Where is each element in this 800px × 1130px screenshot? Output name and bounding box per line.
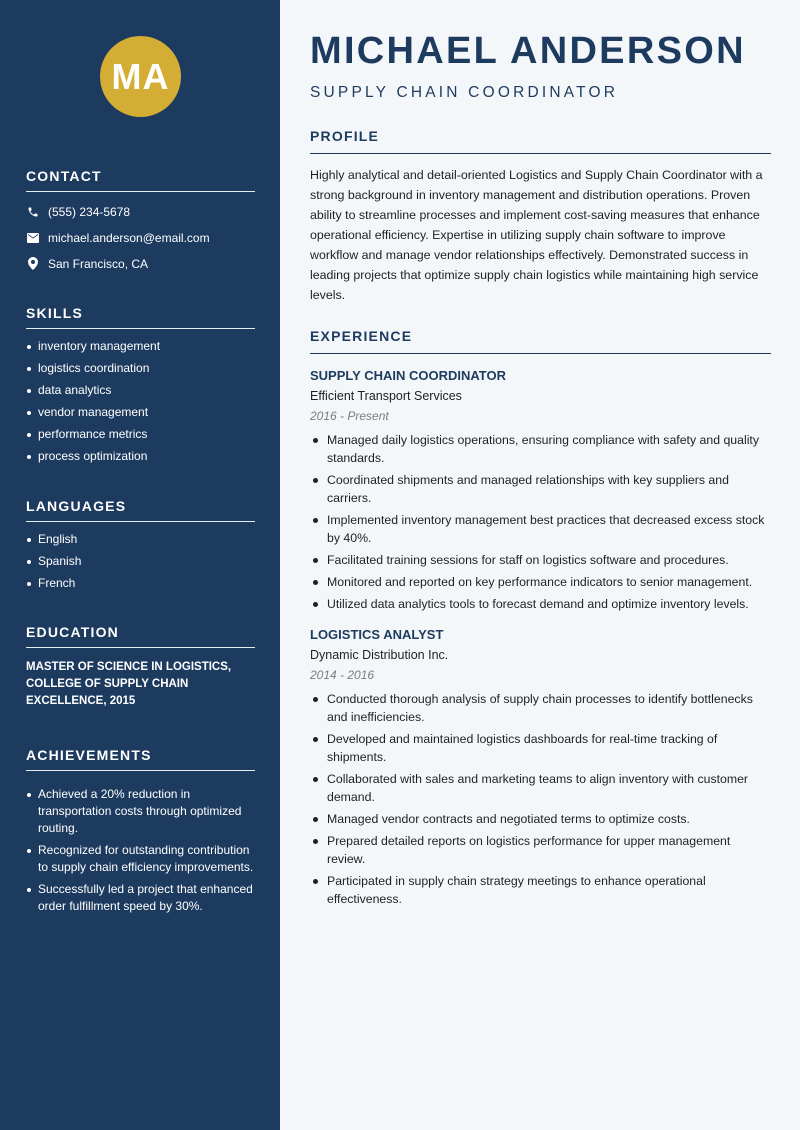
job-dates: 2014 - 2016 — [310, 668, 375, 682]
skill-item: inventory management — [26, 338, 255, 355]
email-text: michael.anderson@email.com — [48, 230, 210, 245]
skill-item: data analytics — [26, 382, 255, 399]
profile-summary: Highly analytical and detail-oriented Logistics and Supply Chain Coordinator with a strong background in inventory management and distribution operations. Proven ability to streamline processes and implement cost-saving measures that enhance operational efficiency. Expertise in utilizing supply chain software to improve workflow and manage vendor relationships effectively. Demonstrated success in leading projects that optimize supply chain logistics while maintaining high service levels. — [310, 168, 763, 302]
avatar: MA — [100, 36, 181, 117]
profile-heading: PROFILE — [310, 128, 771, 154]
job-bullet: Prepared detailed reports on logistics performance for upper management review. — [310, 832, 771, 868]
company-name: Dynamic Distribution Inc. — [310, 648, 449, 662]
job-bullet: Conducted thorough analysis of supply chain processes to identify bottlenecks and inefficiencies. — [310, 690, 771, 726]
contact-section — [26, 168, 255, 272]
languages-list — [26, 531, 255, 592]
phone-icon — [26, 205, 39, 218]
skill-item: logistics coordination — [26, 360, 255, 377]
achievements-heading: ACHIEVEMENTS — [26, 747, 255, 771]
language-item: Spanish — [26, 553, 255, 570]
language-item: English — [26, 531, 255, 548]
job-entry — [310, 627, 771, 908]
experience-heading: EXPERIENCE — [310, 328, 771, 354]
education-entry: MASTER OF SCIENCE IN LOGISTICS, COLLEGE OF SUPPLY CHAIN EXCELLENCE, 2015 — [26, 661, 232, 707]
phone-text: (555) 234-5678 — [48, 204, 131, 219]
skill-item: performance metrics — [26, 426, 255, 443]
job-bullets — [310, 431, 771, 613]
skills-section — [26, 305, 255, 470]
skills-heading: SKILLS — [26, 305, 255, 329]
achievement-item: Achieved a 20% reduction in transportation costs through optimized routing. — [26, 786, 255, 837]
candidate-role: SUPPLY CHAIN COORDINATOR — [310, 84, 619, 101]
job-bullet: Monitored and reported on key performance indicators to senior management. — [310, 573, 771, 591]
contact-heading: CONTACT — [26, 168, 255, 192]
contact-location — [26, 255, 255, 272]
job-bullet: Facilitated training sessions for staff on logistics software and procedures. — [310, 551, 771, 569]
languages-section — [26, 498, 255, 597]
job-bullet: Utilized data analytics tools to forecast demand and optimize inventory levels. — [310, 595, 771, 613]
skill-item: process optimization — [26, 448, 255, 465]
job-bullet: Managed daily logistics operations, ensuring compliance with safety and quality standards. — [310, 431, 771, 467]
candidate-name: MICHAEL ANDERSON — [310, 30, 746, 72]
achievement-item: Successfully led a project that enhanced order fulfillment speed by 30%. — [26, 881, 255, 915]
language-item: French — [26, 575, 255, 592]
location-pin-icon — [26, 257, 39, 270]
sidebar — [0, 0, 280, 1130]
job-bullet: Collaborated with sales and marketing teams to align inventory with customer demand. — [310, 770, 771, 806]
location-text: San Francisco, CA — [48, 256, 149, 271]
job-title: SUPPLY CHAIN COORDINATOR — [310, 368, 506, 383]
job-bullet: Participated in supply chain strategy meetings to enhance operational effectiveness. — [310, 872, 771, 908]
email-icon — [26, 231, 39, 244]
job-bullet: Managed vendor contracts and negotiated terms to optimize costs. — [310, 810, 771, 828]
job-bullet: Implemented inventory management best practices that decreased excess stock by 40%. — [310, 511, 771, 547]
job-dates: 2016 - Present — [310, 409, 389, 423]
job-bullet: Coordinated shipments and managed relationships with key suppliers and carriers. — [310, 471, 771, 507]
contact-phone — [26, 203, 255, 220]
achievements-section — [26, 747, 255, 920]
job-entry — [310, 368, 771, 613]
company-name: Efficient Transport Services — [310, 389, 462, 403]
achievements-list — [26, 786, 255, 915]
profile-section — [310, 128, 771, 305]
achievement-item: Recognized for outstanding contribution to supply chain efficiency improvements. — [26, 842, 255, 876]
languages-heading: LANGUAGES — [26, 498, 255, 522]
skills-list — [26, 338, 255, 465]
job-bullet: Developed and maintained logistics dashboards for real-time tracking of shipments. — [310, 730, 771, 766]
contact-email — [26, 229, 255, 246]
experience-section — [310, 328, 771, 912]
job-bullets — [310, 690, 771, 908]
skill-item: vendor management — [26, 404, 255, 421]
education-heading: EDUCATION — [26, 624, 255, 648]
job-title: LOGISTICS ANALYST — [310, 627, 444, 642]
education-section — [26, 624, 255, 710]
